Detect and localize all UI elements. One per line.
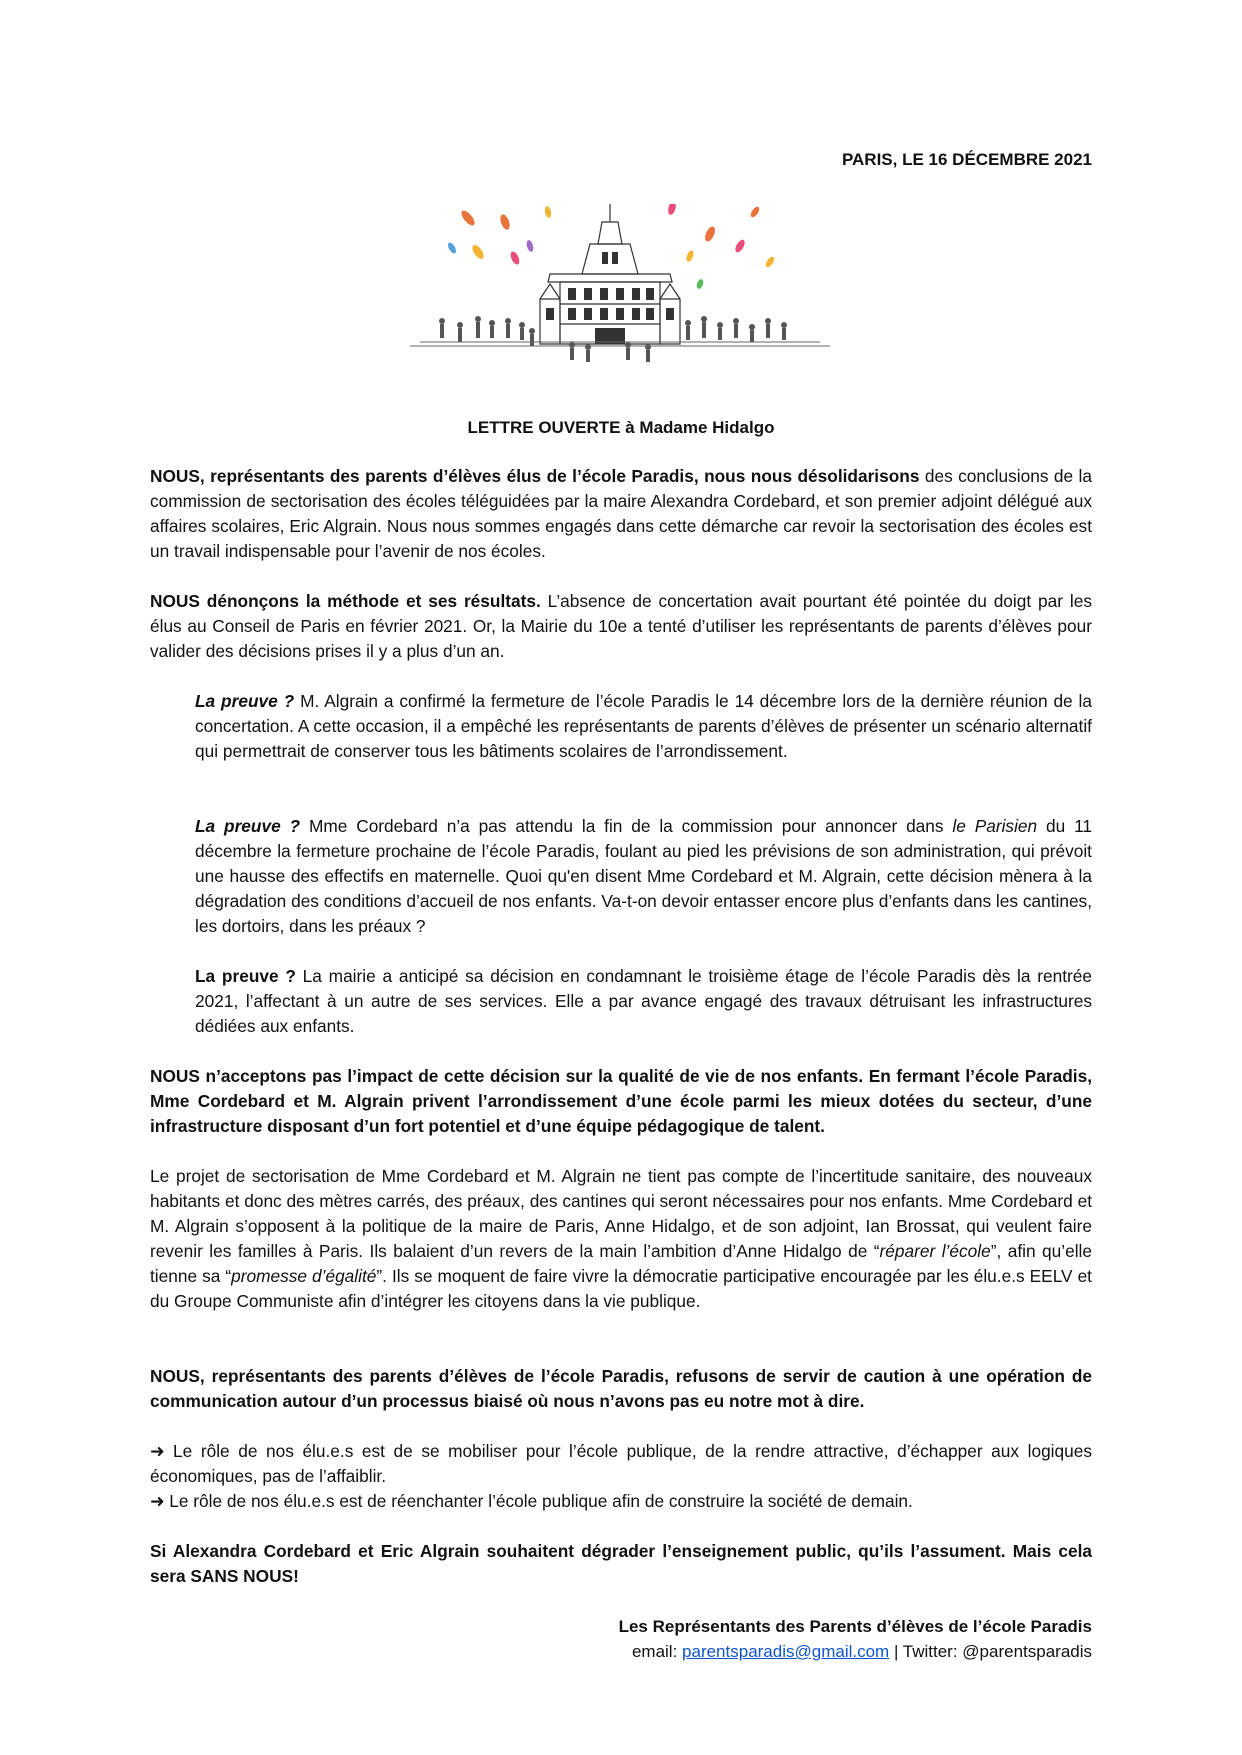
bullet-item: ➜ Le rôle de nos élu.e.s est de réenchanter l’école publique afin de construire la société de demain.	[150, 1491, 913, 1511]
project-text-a: Le projet de sectorisation de Mme Cordebard et M. Algrain ne tient pas compte de l’incertitude sanitaire, des nouveaux habitants et donc des mètres carrés, des préaux, des cantines qui seront nécessaires pour nos enfants. Mme Cordebard et M. Algrain s’opposent à la politique de la maire de Paris, Anne Hidalgo, et de son adjoint, Ian Brossat, qui veulent faire revenir les familles à Paris. Ils balaient d’un revers de la main l’ambition d’Anne Hidalgo de “	[150, 1166, 1092, 1261]
proof-1-text: M. Algrain a confirmé la fermeture de l’école Paradis le 14 décembre lors de la dernière réunion de la concertation. A cette occasion, il a empêché les représentants de parents d’élèves de présenter un scénario alternatif qui permettrait de conserver tous les bâtiments scolaires de l’arrondissement.	[195, 691, 1093, 761]
paragraph-refusal: NOUS, représentants des parents d’élèves de l’école Paradis, refusons de servir de caution à une opération de communication autour d’un processus biaisé où nous n’avons pas eu notre mot à dire.	[150, 1366, 1092, 1411]
intro-bold: NOUS, représentants des parents d’élèves élus de l’école Paradis, nous nous désolidarisons	[150, 466, 920, 486]
proof-1	[195, 689, 1092, 764]
letter-date: PARIS, LE 16 DÉCEMBRE 2021	[841, 150, 1092, 169]
proof-2-label: La preuve ?	[195, 816, 301, 836]
project-quote-1: réparer l’école	[879, 1241, 991, 1261]
method-bold: NOUS dénonçons la méthode et ses résultats.	[150, 591, 541, 611]
twitter-handle: | Twitter: @parentsparadis	[889, 1642, 1092, 1661]
school-building-illustration-icon	[410, 204, 830, 404]
building-outline	[540, 204, 680, 344]
signature-contact	[619, 1639, 1092, 1664]
signature	[619, 1614, 1092, 1664]
proof-2	[195, 814, 1092, 939]
bullet-list	[150, 1439, 1092, 1514]
paragraph-method	[150, 589, 1092, 664]
intro-rest: des conclusions de la commission de sectorisation des écoles téléguidées par la maire Alexandra Cordebard, et son premier adjoint délégué aux affaires scolaires, Eric Algrain. Nous nous sommes engagés dans cette démarche car revoir la sectorisation des écoles est un travail indispensable pour l’avenir de nos écoles.	[150, 466, 1092, 561]
letter-title: LETTRE OUVERTE à Madame Hidalgo	[467, 418, 775, 437]
project-text-c: ”. Ils se moquent de faire vivre la démocratie participative encouragée par les élu.e.s EELV et du Groupe Communiste afin d’intégrer les citoyens dans la vie publique.	[150, 1266, 1092, 1311]
email-link[interactable]: parentsparadis@gmail.com	[682, 1642, 890, 1661]
paragraph-conclusion: Si Alexandra Cordebard et Eric Algrain souhaitent dégrader l’enseignement public, qu’ils l’assument. Mais cela sera SANS NOUS!	[150, 1541, 1092, 1586]
email-label: email:	[631, 1642, 683, 1661]
bullet-item: ➜ Le rôle de nos élu.e.s est de se mobiliser pour l’école publique, de la rendre attractive, d’échapper aux logiques économiques, pas de l’affaiblir.	[150, 1441, 1092, 1486]
project-quote-2: promesse d’égalité	[231, 1266, 377, 1286]
proof-1-label: La preuve ?	[195, 691, 295, 711]
proof-2-text-a: Mme Cordebard n’a pas attendu la fin de la commission pour annoncer dans	[300, 816, 953, 836]
building-windows	[546, 252, 674, 344]
paragraph-impact: NOUS n’acceptons pas l’impact de cette décision sur la qualité de vie de nos enfants. En fermant l’école Paradis, Mme Cordebard et M. Algrain privent l’arrondissement d’une école parmi les mieux dotées du secteur, d’une infrastructure disposant d’un fort potentiel et d’une équipe pédagogique de talent.	[150, 1066, 1092, 1136]
paragraph-intro	[150, 464, 1092, 564]
method-rest: L’absence de concertation avait pourtant été pointée du doigt par les élus au Conseil de Paris en février 2021. Or, la Mairie du 10e a tenté d’utiliser les représentants de parents d’élèves pour valider des décisions prises il y a plus d’un an.	[150, 591, 1092, 661]
project-text-b: ”, afin qu’elle tienne sa “	[150, 1241, 1092, 1286]
confetti-drops	[446, 204, 775, 290]
proof-2-newspaper: le Parisien	[952, 816, 1038, 836]
signature-name: Les Représentants des Parents d’élèves de l’école Paradis	[618, 1617, 1092, 1636]
proof-3-label: La preuve ?	[195, 966, 296, 986]
proof-2-text-b: du 11 décembre la fermeture prochaine de l’école Paradis, foulant au pied les prévisions de son administration, qui prévoit une hausse des effectifs en maternelle. Quoi qu'en disent Mme Cordebard et M. Algrain, cette décision mènera à la dégradation des conditions d’accueil de nos enfants. Va-t-on devoir entasser encore plus d’enfants dans les cantines, les dortoirs, dans les préaux ?	[195, 816, 1093, 936]
proof-3-text: La mairie a anticipé sa décision en condamnant le troisième étage de l’école Paradis dès la rentrée 2021, l’affectant à un autre de ses services. Elle a par avance engagé des travaux détruisant les infrastructures dédiées aux enfants.	[195, 966, 1092, 1036]
paragraph-project	[150, 1164, 1092, 1314]
proof-3	[195, 964, 1092, 1039]
